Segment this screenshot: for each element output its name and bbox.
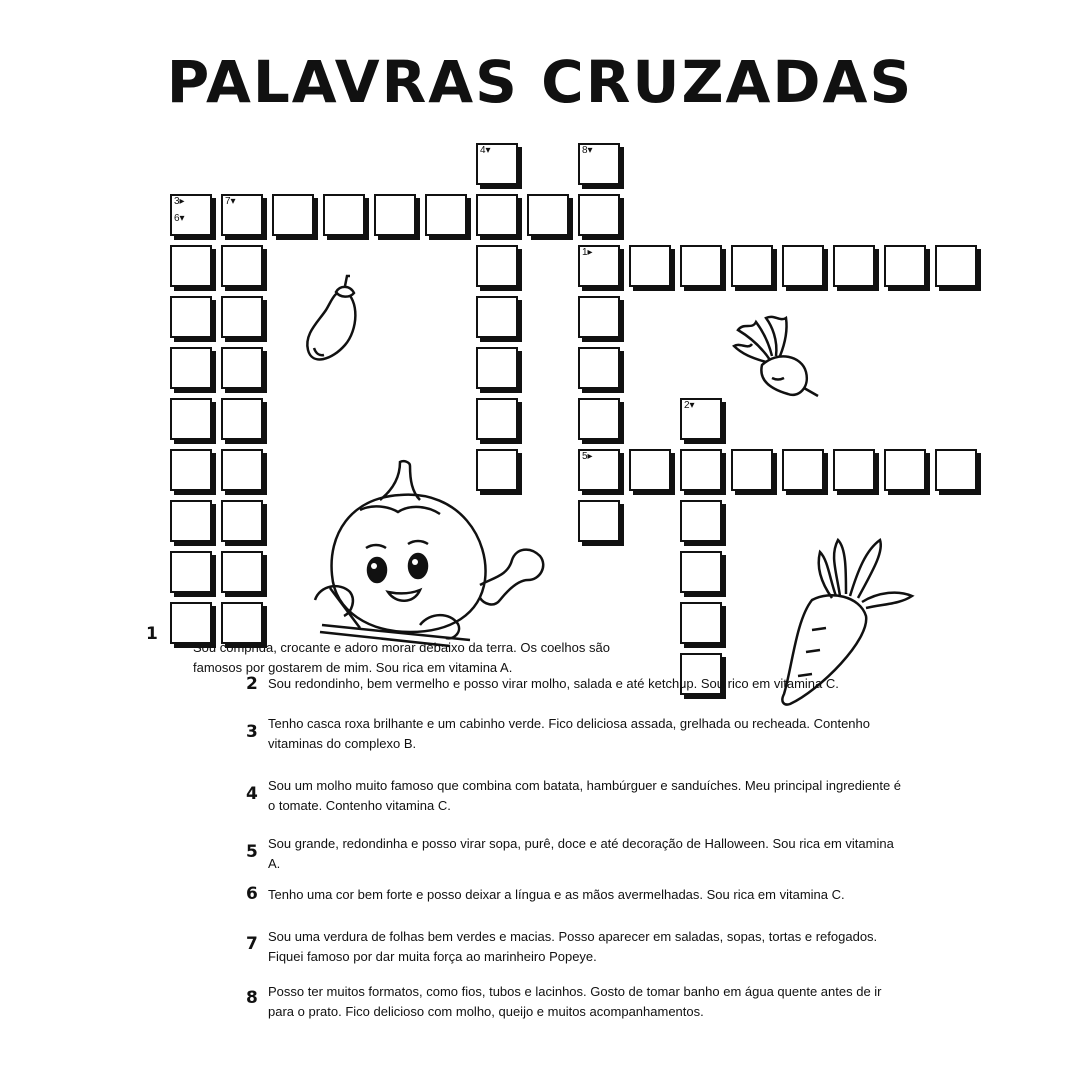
clue-number-label: 5▸ [582, 451, 593, 462]
clue-number-label: 1▸ [582, 247, 593, 258]
beet-icon [734, 317, 818, 396]
clue-number: 1 [146, 624, 158, 644]
clue-number: 2 [246, 674, 258, 694]
clue-text: Tenho casca roxa brilhante e um cabinho verde. Fico deliciosa assada, grelhada ou recheada. Contenho vitaminas do complexo B. [268, 716, 870, 751]
eggplant-icon [307, 276, 355, 359]
tomato-character-icon [315, 461, 543, 646]
clue-number-label: 2▾ [684, 400, 695, 411]
clue-number-label: 3▸ [174, 196, 185, 207]
page-title: PALAVRAS CRUZADAS [166, 48, 914, 116]
clue-number-label: 6▾ [174, 213, 185, 224]
clue-number: 5 [246, 842, 258, 862]
clue-number-label: 8▾ [582, 145, 593, 156]
clue-number-label: 7▾ [225, 196, 236, 207]
clue-text: Sou uma verdura de folhas bem verdes e macias. Posso aparecer em saladas, sopas, tortas e refogados. Fiquei famoso por dar muita força ao marinheiro Popeye. [268, 929, 878, 964]
clue-text: Sou comprida, crocante e adoro morar debaixo da terra. Os coelhos são famosos por gostarem de mim. Sou rica em vitamina A. [193, 640, 610, 675]
clue-number: 7 [246, 934, 258, 954]
clue-text: Tenho uma cor bem forte e posso deixar a língua e as mãos avermelhadas. Sou rica em vitamina C. [268, 887, 845, 902]
clue-text: Sou grande, redondinha e posso virar sopa, purê, doce e até decoração de Halloween. Sou rica em vitamina A. [268, 836, 894, 871]
clue-text: Posso ter muitos formatos, como fios, tubos e lacinhos. Gosto de tomar banho em água quente antes de ir para o prato. Fico delicioso com molho, queijo e muitos acompanhamentos. [268, 984, 882, 1019]
clue-number: 4 [246, 784, 258, 804]
clue-number: 3 [246, 722, 258, 742]
clue-text: Sou redondinho, bem vermelho e posso virar molho, salada e até ketchup. Sou rico em vitamina C. [268, 676, 839, 691]
clue-number: 6 [246, 884, 258, 904]
clue-number-label: 4▾ [480, 145, 491, 156]
clue-text: Sou um molho muito famoso que combina com batata, hambúrguer e sanduíches. Meu principal ingrediente é o tomate. Contenho vitamina C. [268, 778, 902, 813]
clue-number: 8 [246, 988, 258, 1008]
